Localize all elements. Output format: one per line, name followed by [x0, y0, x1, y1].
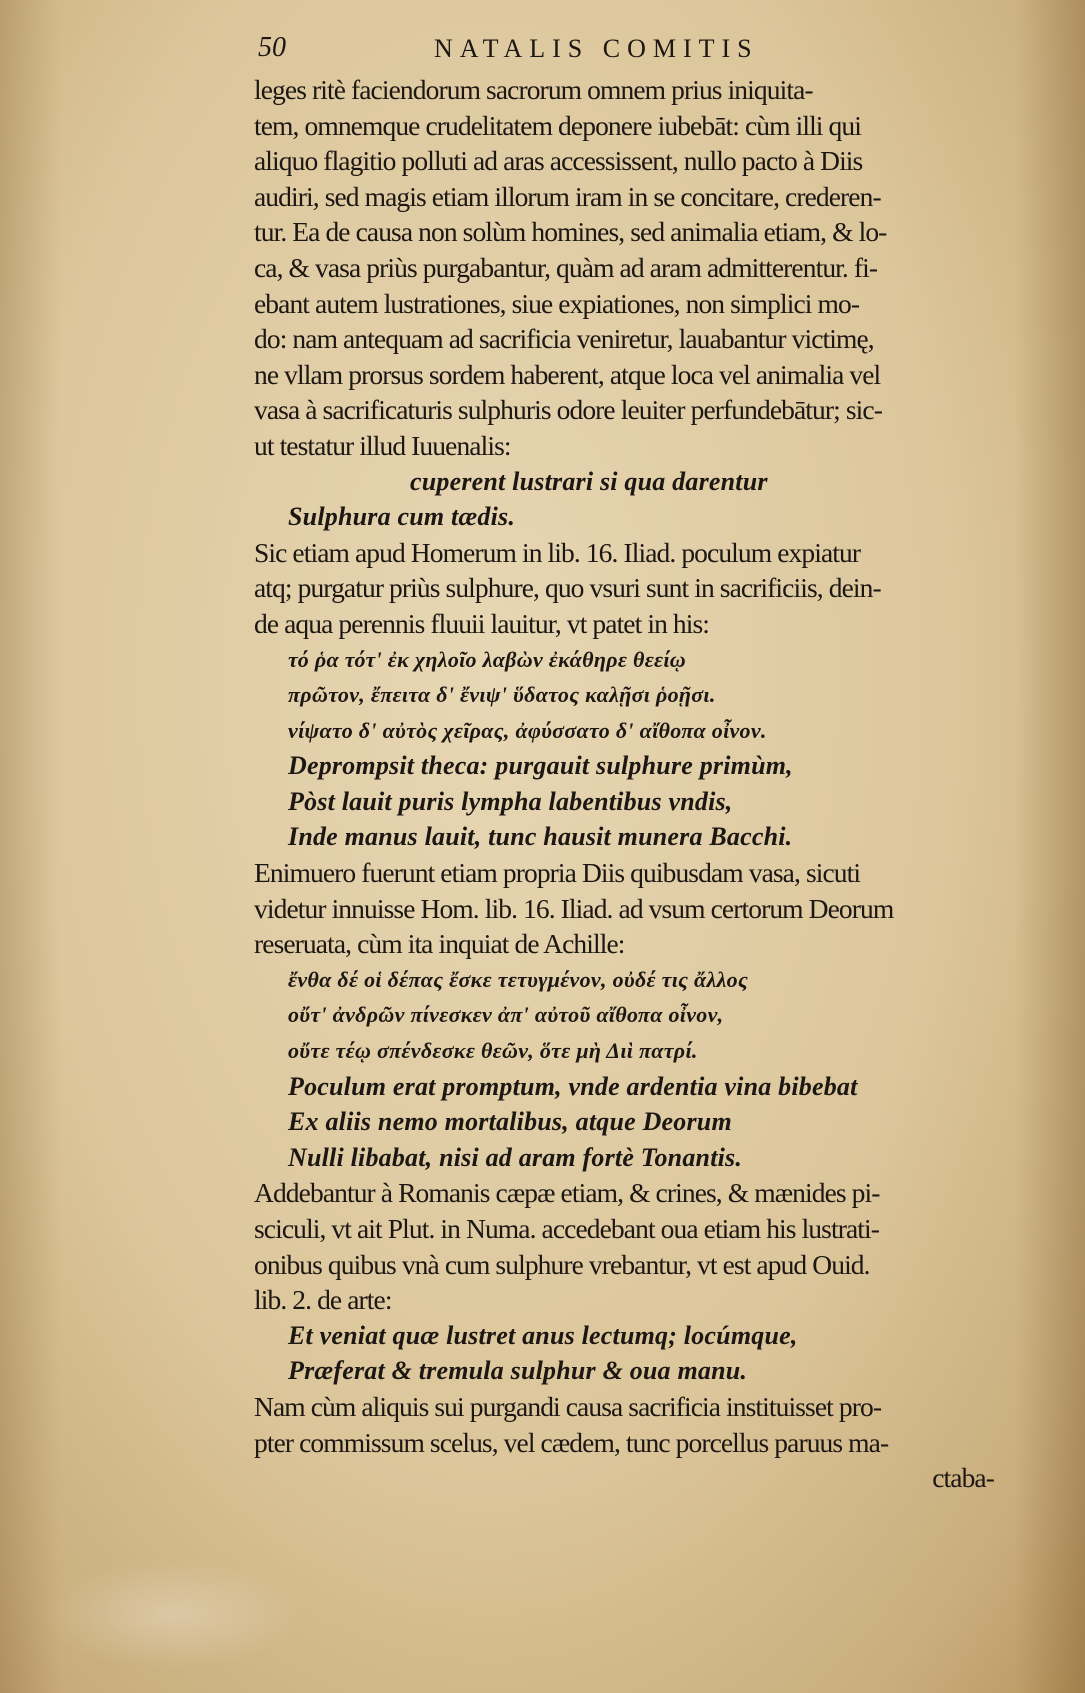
verse-line: Inde manus lauit, tunc hausit munera Bacchi. [288, 822, 793, 852]
text-line: Addebantur à Romanis cæpæ etiam, & crines, & mænides pi- [254, 1177, 880, 1209]
catchword: ctaba- [932, 1462, 994, 1494]
verse-line: Deprompsit theca: purgauit sulphure primùm, [288, 751, 793, 781]
text-line: de aqua perennis fluuii lauitur, vt patet in his: [254, 607, 710, 639]
text-line: ebant autem lustrationes, siue expiationes, non simplici mo- [254, 287, 860, 319]
page-header [258, 32, 778, 72]
text-line: tur. Ea de causa non solùm homines, sed animalia etiam, & lo- [254, 216, 887, 248]
verse-line: Poculum erat promptum, vnde ardentia vina bibebat [288, 1071, 858, 1101]
verse-line: Et veniat quæ lustret anus lectumq; locúmque, [288, 1320, 798, 1350]
text-line: Enimuero fuerunt etiam propria Diis quibusdam vasa, sicuti [254, 857, 861, 889]
text-line: ut testatur illud Iuuenalis: [254, 429, 511, 461]
greek-verse-line: τό ῥα τότ' ἐκ χηλοῖο λαβὼν ἐκάθηρε θεείῳ [288, 646, 686, 672]
text-line: tem, omnemque crudelitatem deponere iubebāt: cùm illi qui [254, 109, 861, 141]
text-line: sciculi, vt ait Plut. in Numa. accedebant oua etiam his lustrati- [254, 1213, 879, 1244]
page-shadow-right [1015, 0, 1085, 1693]
text-line: atq; purgatur priùs sulphure, quo vsuri sunt in sacrificiis, dein- [254, 572, 881, 604]
text-line: pter commissum scelus, vel cædem, tunc porcellus paruus ma- [254, 1426, 889, 1458]
running-head: NATALIS COMITIS [434, 34, 759, 63]
page-number: 50 [258, 32, 286, 63]
text-line: Nam cùm aliquis sui purgandi causa sacrificia instituisset pro- [254, 1390, 882, 1422]
text-line: Sic etiam apud Homerum in lib. 16. Iliad. poculum expiatur [254, 536, 861, 568]
verse-line: Sulphura cum tædis. [288, 502, 516, 532]
text-line: videtur innuisse Hom. lib. 16. Iliad. ad vsum certorum Deorum [254, 892, 894, 924]
paper-stain [40, 1560, 300, 1670]
greek-verse-line: οὔτε τέῳ σπένδεσκε θεῶν, ὅτε μὴ Διὶ πατρί. [288, 1038, 698, 1064]
verse-line: Præferat & tremula sulphur & oua manu. [288, 1356, 748, 1386]
page-shadow-left [0, 0, 60, 1693]
text-line: do: nam antequam ad sacrificia veniretur, lauabantur victimę, [254, 323, 874, 355]
greek-verse-line: ἔνθα δέ οἱ δέπας ἔσκε τετυγμένον, οὐδέ τις ἄλλος [288, 966, 749, 992]
greek-verse-line: νίψατο δ' αὐτὸς χεῖρας, ἀφύσσατο δ' αἴθοπα οἶνον. [288, 717, 767, 743]
text-line: ne vllam prorsus sordem haberent, atque loca vel animalia vel [254, 358, 881, 390]
verse-line: cuperent lustrari si qua darentur [410, 466, 768, 496]
text-line: audiri, sed magis etiam illorum iram in se concitare, crederen- [254, 180, 881, 212]
text-line: ca, & vasa priùs purgabantur, quàm ad aram admitterentur. fi- [254, 251, 878, 283]
greek-verse-line: οὔτ' ἀνδρῶν πίνεσκεν ἀπ' αὐτοῦ αἴθοπα οἶνον, [288, 1002, 724, 1028]
verse-line: Nulli libabat, nisi ad aram fortè Tonantis. [288, 1142, 743, 1172]
text-line: reseruata, cùm ita inquiat de Achille: [254, 928, 625, 960]
body-text [254, 72, 994, 1496]
text-line: vasa à sacrificaturis sulphuris odore leuiter perfundebātur; sic- [254, 394, 882, 426]
greek-verse-line: πρῶτον, ἔπειτα δ' ἔνιψ' ὕδατος καλῇσι ῥοῇσι. [288, 682, 716, 708]
verse-line: Ex aliis nemo mortalibus, atque Deorum [288, 1107, 732, 1137]
text-line: aliquo flagitio polluti ad aras accessissent, nullo pacto à Diis [254, 145, 863, 177]
verse-line: Pòst lauit puris lympha labentibus vndis, [288, 786, 733, 816]
text-line: onibus quibus vnà cum sulphure vrebantur, vt est apud Ouid. [254, 1248, 870, 1280]
text-line: lib. 2. de arte: [254, 1284, 392, 1316]
text-line: leges ritè faciendorum sacrorum omnem prius iniquita- [254, 74, 813, 105]
